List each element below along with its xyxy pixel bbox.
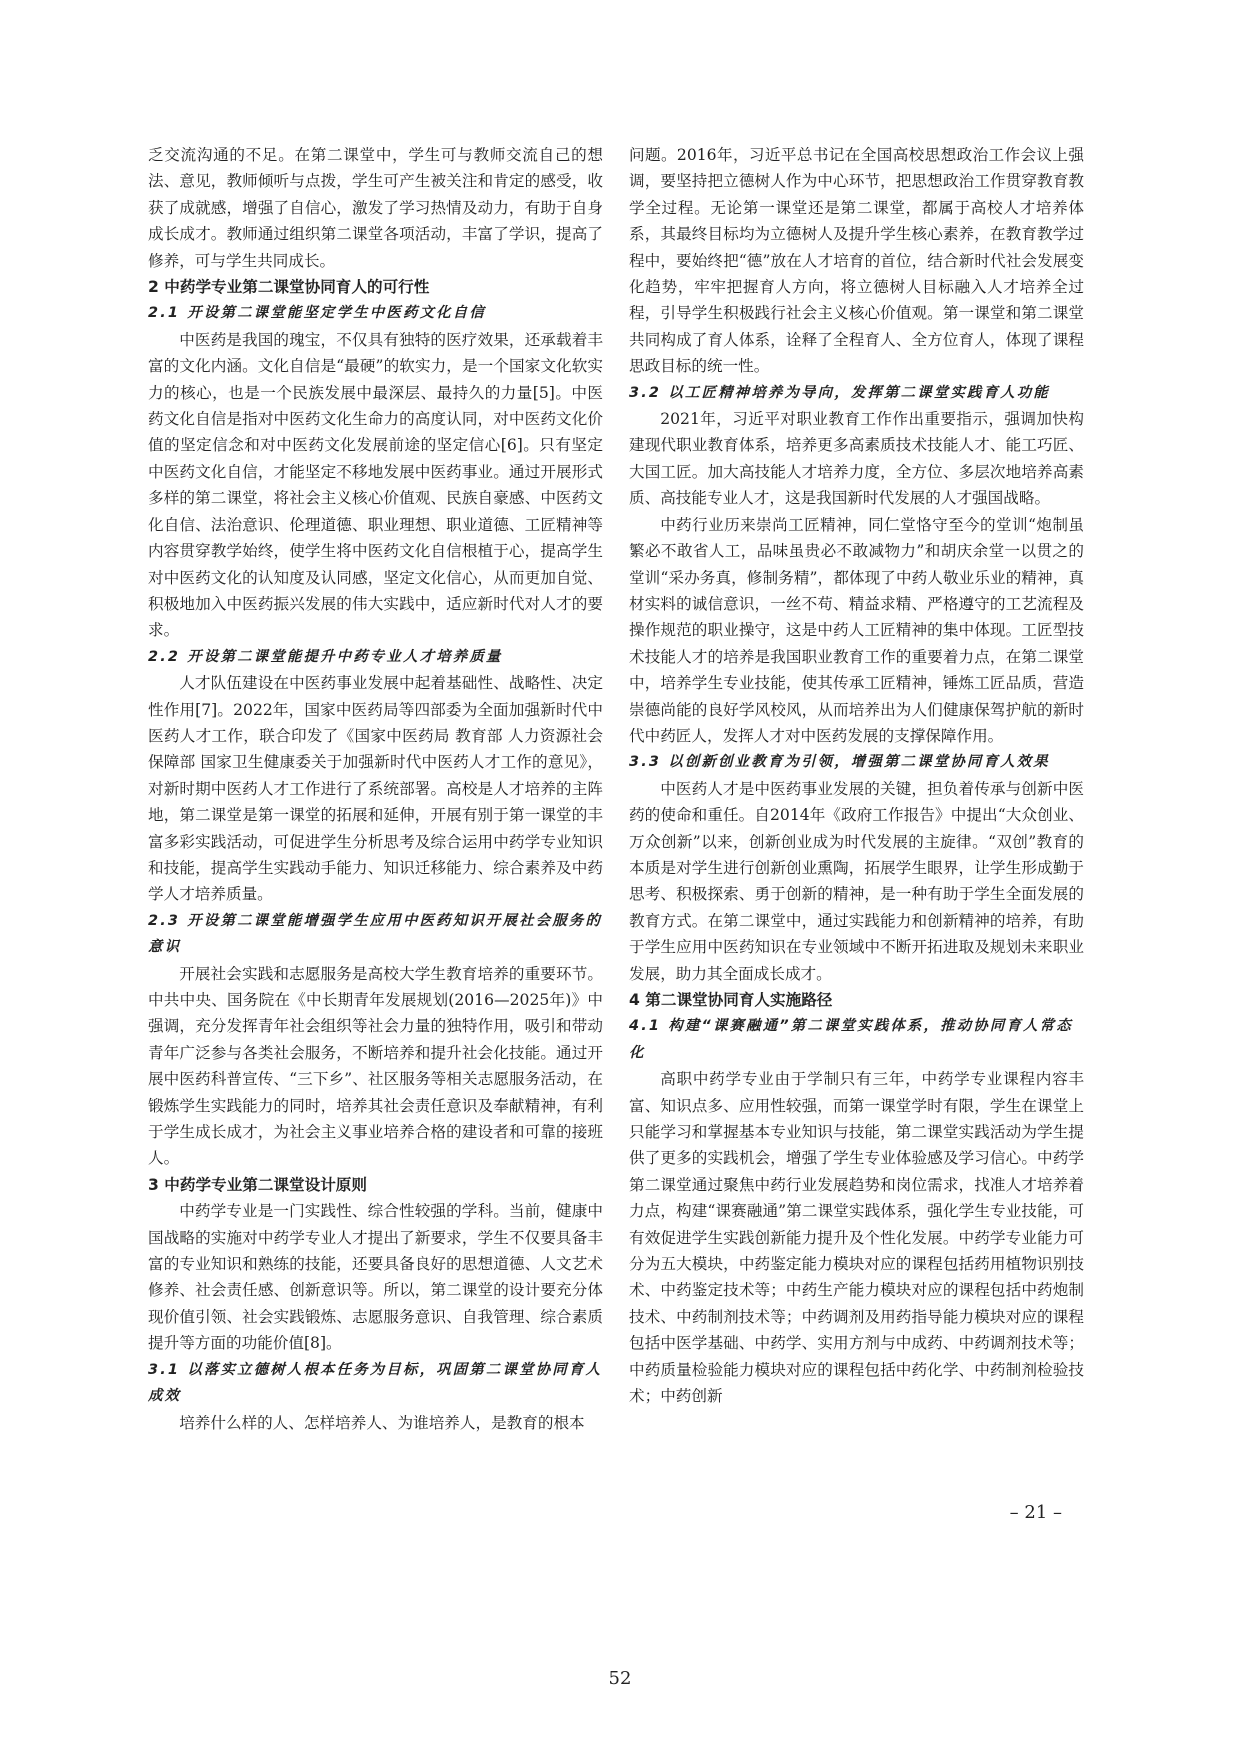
subsection-heading: 2.1 开设第二课堂能坚定学生中医药文化自信 bbox=[148, 305, 486, 322]
subsection-heading: 2.2 开设第二课堂能提升中药专业人才培养质量 bbox=[148, 648, 503, 665]
section-heading: 2 中药学专业第二课堂协同育人的可行性 bbox=[148, 278, 430, 297]
paragraph: 乏交流沟通的不足。在第二课堂中，学生可与教师交流自己的想法、意见，教师倾听与点拨，学生可产生被关注和肯定的感受，收获了成就感，增强了自信心，激发了学习热情及动力，有助于自身成长成才。教师通过组织第二课堂各项活动，丰富了学识，提高了修养，可与学生共同成长。 bbox=[148, 146, 603, 270]
subsection-heading: 3.1 以落实立德树人根本任务为目标，巩固第二课堂协同育人成效 bbox=[148, 1361, 603, 1405]
paragraph: 培养什么样的人、怎样培养人、为谁培养人，是教育的根本 bbox=[179, 1413, 585, 1432]
subsection-heading: 3.2 以工匠精神培养为导向，发挥第二课堂实践育人功能 bbox=[629, 384, 1050, 401]
section-heading: 3 中药学专业第二课堂设计原则 bbox=[148, 1175, 367, 1194]
subsection-heading: 2.3 开设第二课堂能增强学生应用中医药知识开展社会服务的意识 bbox=[148, 912, 603, 956]
paragraph: 中医药是我国的瑰宝，不仅具有独特的医疗效果，还承载着丰富的文化内涵。文化自信是“最硬”的软实力，是一个国家文化软实力的核心，也是一个民族发展中最深层、最持久的力量[5]。中医药文化自信是指对中医药文化生命力的高度认同，对中医药文化价值的坚定信念和对中医药文化发展前途的坚定信心[6]。只有坚定中医药文化自信，才能坚定不移地发展中医药事业。通过开展形式多样的第二课堂，将社会主义核心价值观、民族自豪感、中医药文化自信、法治意识、伦理道德、职业理想、职业道德、工匠精神等内容贯穿教学始终，使学生将中医药文化自信根植于心，提高学生对中医药文化的认知度及认同感，坚定文化信心，从而更加自觉、积极地加入中医药振兴发展的伟大实践中，适应新时代对人才的要求。 bbox=[148, 330, 603, 640]
paragraph: 2021年，习近平对职业教育工作作出重要指示，强调加快构建现代职业教育体系，培养更多高素质技术技能人才、能工巧匠、大国工匠。加大高技能人才培养力度，全方位、多层次地培养高素质、高技能专业人才，这是我国新时代发展的人才强国战略。 bbox=[629, 410, 1084, 508]
subsection-heading: 3.3 以创新创业教育为引领，增强第二课堂协同育人效果 bbox=[629, 754, 1050, 771]
paragraph: 中药行业历来崇尚工匠精神，同仁堂恪守至今的堂训“炮制虽繁必不敢省人工，品味虽贵必不敢减物力”和胡庆余堂一以贯之的堂训“采办务真，修制务精”，都体现了中药人敬业乐业的精神，真材实料的诚信意识，一丝不苟、精益求精、严格遵守的工艺流程及操作规范的职业操守，这是中药人工匠精神的集中体现。工匠型技术技能人才的培养是我国职业教育工作的重要着力点，在第二课堂中，培养学生专业技能，使其传承工匠精神，锤炼工匠品质，营造崇德尚能的良好学风校风，从而培养出为人们健康保驾护航的新时代中药匠人，发挥人才对中医药发展的支撑保障作用。 bbox=[629, 515, 1084, 745]
section-heading: 4 第二课堂协同育人实施路径 bbox=[629, 991, 833, 1009]
paragraph: 中医药人才是中医药事业发展的关键，担负着传承与创新中医药的使命和重任。自2014年《政府工作报告》中提出“大众创业、万众创新”以来，创新创业成为时代发展的主旋律。“双创”教育的本质是对学生进行创新创业熏陶，拓展学生眼界，让学生形成勤于思考、积极探索、勇于创新的精神，是一种有助于学生全面发展的教育方式。在第二课堂中，通过实践能力和创新精神的培养，有助于学生应用中医药知识在专业领域中不断开拓进取及规划未来职业发展，助力其全面成长成才。 bbox=[629, 779, 1084, 983]
paragraph: 中药学专业是一门实践性、综合性较强的学科。当前，健康中国战略的实施对中药学专业人才提出了新要求，学生不仅要具备丰富的专业知识和熟练的技能，还要具备良好的思想道德、人文艺术修养、社会责任感、创新意识等。所以，第二课堂的设计要充分体现价值引领、社会实践锻炼、志愿服务意识、自我管理、综合素质提升等方面的功能价值[8]。 bbox=[148, 1202, 603, 1353]
journal-page-number: – 21 – bbox=[1009, 1502, 1062, 1523]
paragraph: 开展社会实践和志愿服务是高校大学生教育培养的重要环节。中共中央、国务院在《中长期青年发展规划(2016—2025年)》中强调，充分发挥青年社会组织等社会力量的独特作用，吸引和带动青年广泛参与各类社会服务，不断培养和提升社会化技能。通过开展中医药科普宣传、“三下乡”、社区服务等相关志愿服务活动，在锻炼学生实践能力的同时，培养其社会责任意识及奉献精神，有利于学生成长成才，为社会主义事业培养合格的建设者和可靠的接班人。 bbox=[148, 964, 603, 1168]
page-number: 52 bbox=[608, 1668, 632, 1689]
paragraph: 高职中药学专业由于学制只有三年，中药学专业课程内容丰富、知识点多、应用性较强，而第一课堂学时有限，学生在课堂上只能学习和掌握基本专业知识与技能，第二课堂实践活动为学生提供了更多的实践机会，增强了学生专业体验感及学习信心。中药学第二课堂通过聚焦中药行业发展趋势和岗位需求，找准人才培养着力点，构建“课赛融通”第二课堂实践体系，强化学生专业技能，可有效促进学生实践创新能力提升及个性化发展。中药学专业能力可分为五大模块，中药鉴定能力模块对应的课程包括药用植物识别技术、中药鉴定技术等；中药生产能力模块对应的课程包括中药炮制技术、中药制剂技术等；中药调剂及用药指导能力模块对应的课程包括中医学基础、中药学、实用方剂与中成药、中药调剂技术等；中药质量检验能力模块对应的课程包括中药化学、中药制剂检验技术；中药创新 bbox=[629, 1070, 1084, 1406]
right-column bbox=[629, 142, 1084, 1410]
paragraph: 问题。2016年，习近平总书记在全国高校思想政治工作会议上强调，要坚持把立德树人作为中心环节，把思想政治工作贯穿教育教学全过程。无论第一课堂还是第二课堂，都属于高校人才培养体系，其最终目标均为立德树人及提升学生核心素养，在教育教学过程中，要始终把“德”放在人才培育的首位，结合新时代社会发展变化趋势，牢牢把握育人方向，将立德树人目标融入人才培养全过程，引导学生积极践行社会主义核心价值观。第一课堂和第二课堂共同构成了育人体系，诠释了全程育人、全方位育人，体现了课程思政目标的统一性。 bbox=[629, 146, 1084, 376]
subsection-heading: 4.1 构建“课赛融通”第二课堂实践体系，推动协同育人常态化 bbox=[629, 1018, 1073, 1061]
left-column bbox=[148, 142, 603, 1436]
paragraph: 人才队伍建设在中医药事业发展中起着基础性、战略性、决定性作用[7]。2022年，国家中医药局等四部委为全面加强新时代中医药人才工作，联合印发了《国家中医药局 教育部 人力资源社会保障部 国家卫生健康委关于加强新时代中医药人才工作的意见》，对新时期中医药人才工作进行了系统部署。高校是人才培养的主阵地，第二课堂是第一课堂的拓展和延伸，开展有别于第一课堂的丰富多彩实践活动，可促进学生分析思考及综合运用中药学专业知识和技能，提高学生实践动手能力、知识迁移能力、综合素养及中药学人才培养质量。 bbox=[148, 674, 603, 904]
